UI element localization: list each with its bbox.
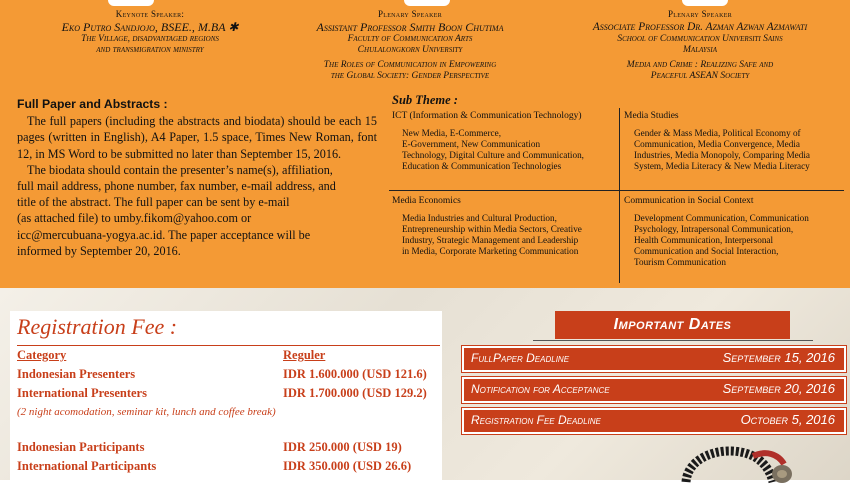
registration-row xyxy=(17,440,402,455)
cell-line: System, Media Literacy & New Media Literacy xyxy=(634,161,810,171)
decor-tab xyxy=(682,0,728,6)
cell-title: ICT (Information & Communication Technology) xyxy=(392,111,582,121)
speaker-affiliation: and transmigration ministry xyxy=(96,45,204,55)
date-label: Registration Fee Deadline xyxy=(471,413,601,427)
decorative-ornament xyxy=(678,444,798,484)
speaker-affiliation: School of Communication Universiti Sains xyxy=(617,34,783,44)
cell-line: Technology, Digital Culture and Communication, xyxy=(402,150,584,160)
plenary-speaker-2 xyxy=(552,9,848,82)
sub-theme-media-studies xyxy=(624,111,844,172)
col-regular: Reguler xyxy=(283,348,326,362)
grid-divider xyxy=(389,190,844,191)
sub-theme-social-context xyxy=(624,196,844,268)
registration-row xyxy=(17,367,427,382)
registration-title: Registration Fee : xyxy=(17,314,178,339)
registration-fee-panel xyxy=(10,311,442,480)
date-value: September 20, 2016 xyxy=(722,381,835,396)
important-dates-title: Important Dates xyxy=(555,311,790,339)
full-paper-line: full mail address, phone number, fax number, e-mail address, and xyxy=(17,179,336,194)
speaker-affiliation: Faculty of Communication Arts xyxy=(347,34,473,44)
date-row-notification xyxy=(462,377,846,403)
speaker-affiliation: Malaysia xyxy=(683,45,717,55)
date-label: Notification for Acceptance xyxy=(471,382,610,396)
sub-theme-title: Sub Theme : xyxy=(392,93,458,107)
cell-line: Entrepreneurship within Media Sectors, Creative xyxy=(402,224,582,234)
speaker-name: Assistant Professor Smith Boon Chutima xyxy=(316,20,504,34)
decor-tab xyxy=(108,0,154,6)
decor-tab xyxy=(404,0,450,6)
cell-line: in Media, Corporate Marketing Communication xyxy=(402,246,579,256)
fee: IDR 1.600.000 (USD 121.6) xyxy=(283,367,427,381)
sub-theme-ict xyxy=(392,111,616,172)
cell-line: Industries, Media Monopoly, Comparing Media xyxy=(634,150,810,160)
cell-line: Industry, Strategic Management and Leadership xyxy=(402,235,579,245)
full-paper-line: title of the abstract. The full paper can be sent by e-mail xyxy=(17,195,290,210)
full-paper-title: Full Paper and Abstracts : xyxy=(17,97,168,111)
speaker-role: Keynote Speaker: xyxy=(115,9,185,19)
speaker-affiliation: Chulalongkorn University xyxy=(357,45,463,55)
speaker-role: Plenary Speaker xyxy=(667,9,733,19)
full-paper-line: informed by September 20, 2016. xyxy=(17,243,181,258)
sub-theme-media-economics xyxy=(392,196,616,257)
cell-line: Psychology, Intrapersonal Communication, xyxy=(634,224,794,234)
date-value: October 5, 2016 xyxy=(740,412,835,427)
fee: IDR 350.000 (USD 26.6) xyxy=(283,459,412,473)
col-category: Category xyxy=(17,348,67,362)
speaker-role: Plenary Speaker xyxy=(377,9,443,19)
full-paper-section xyxy=(17,96,377,259)
full-paper-line: icc@mercubuana-yogya.ac.id. The paper acceptance will be xyxy=(17,227,311,242)
plenary-speaker-1 xyxy=(278,9,542,82)
date-label: FullPaper Deadline xyxy=(471,351,570,365)
date-value: September 15, 2016 xyxy=(722,350,835,365)
grid-divider xyxy=(619,108,620,283)
category: International Participants xyxy=(17,459,157,473)
fee: IDR 1.700.000 (USD 129.2) xyxy=(283,386,427,400)
cell-line: Education & Communication Technologies xyxy=(402,161,562,171)
title-rule xyxy=(533,340,813,341)
speaker-topic: Media and Crime : Realizing Safe and xyxy=(626,60,774,70)
cell-title: Communication in Social Context xyxy=(624,196,754,206)
cell-line: New Media, E-Commerce, xyxy=(402,128,501,138)
cell-title: Media Studies xyxy=(624,111,679,121)
cell-line: Communication and Social Interaction, xyxy=(634,246,779,256)
star-icon: ✱ xyxy=(228,20,239,34)
registration-row xyxy=(17,459,412,474)
date-row-registration xyxy=(462,408,846,434)
category: Indonesian Participants xyxy=(17,440,145,454)
speaker-topic: the Global Society: Gender Perspective xyxy=(330,71,490,81)
registration-header-row xyxy=(17,348,326,363)
cell-line: Media Industries and Cultural Production, xyxy=(402,213,557,223)
speaker-name: Eko Putro Sandjojo, BSEE., M.BA xyxy=(61,20,226,34)
cell-title: Media Economics xyxy=(392,196,461,206)
speaker-name: Associate Professor Dr. Azman Azwan Azmawati xyxy=(592,21,808,33)
full-paper-line: (as attached file) to umby.fikom@yahoo.com or xyxy=(17,211,252,226)
registration-row xyxy=(17,386,427,401)
registration-note: (2 night acomodation, seminar kit, lunch and coffee break) xyxy=(17,406,276,418)
cell-line: Communication, Media Convergence, Media xyxy=(634,139,800,149)
cell-line: Tourism Communication xyxy=(634,257,726,267)
speaker-topic: Peaceful ASEAN Society xyxy=(650,71,750,81)
cell-line: Gender & Mass Media, Political Economy of xyxy=(634,128,801,138)
category: Indonesian Presenters xyxy=(17,367,136,381)
cell-line: Development Communication, Communication xyxy=(634,213,809,223)
speaker-topic: The Roles of Communication in Empowering xyxy=(323,60,497,70)
sub-theme-grid xyxy=(389,108,844,283)
fee: IDR 250.000 (USD 19) xyxy=(283,440,402,454)
cell-line: Health Communication, Interpersonal xyxy=(634,235,774,245)
full-paper-line: The biodata should contain the presenter’s name(s), affiliation, xyxy=(27,162,333,177)
title-rule xyxy=(17,345,440,346)
keynote-speaker xyxy=(30,9,270,56)
date-row-fullpaper xyxy=(462,346,846,372)
full-paper-para1: The full papers (including the abstracts and biodata) should be each 15 pages (written in English), A4 Paper, 1.5 space, Times New Roman, font 12, in MS Word to be submitted no later than September 15, 2016. xyxy=(17,114,377,161)
category: International Presenters xyxy=(17,386,147,400)
speaker-affiliation: The Village, disadvantaged regions xyxy=(81,34,219,44)
cell-line: E-Government, New Communication xyxy=(402,139,541,149)
